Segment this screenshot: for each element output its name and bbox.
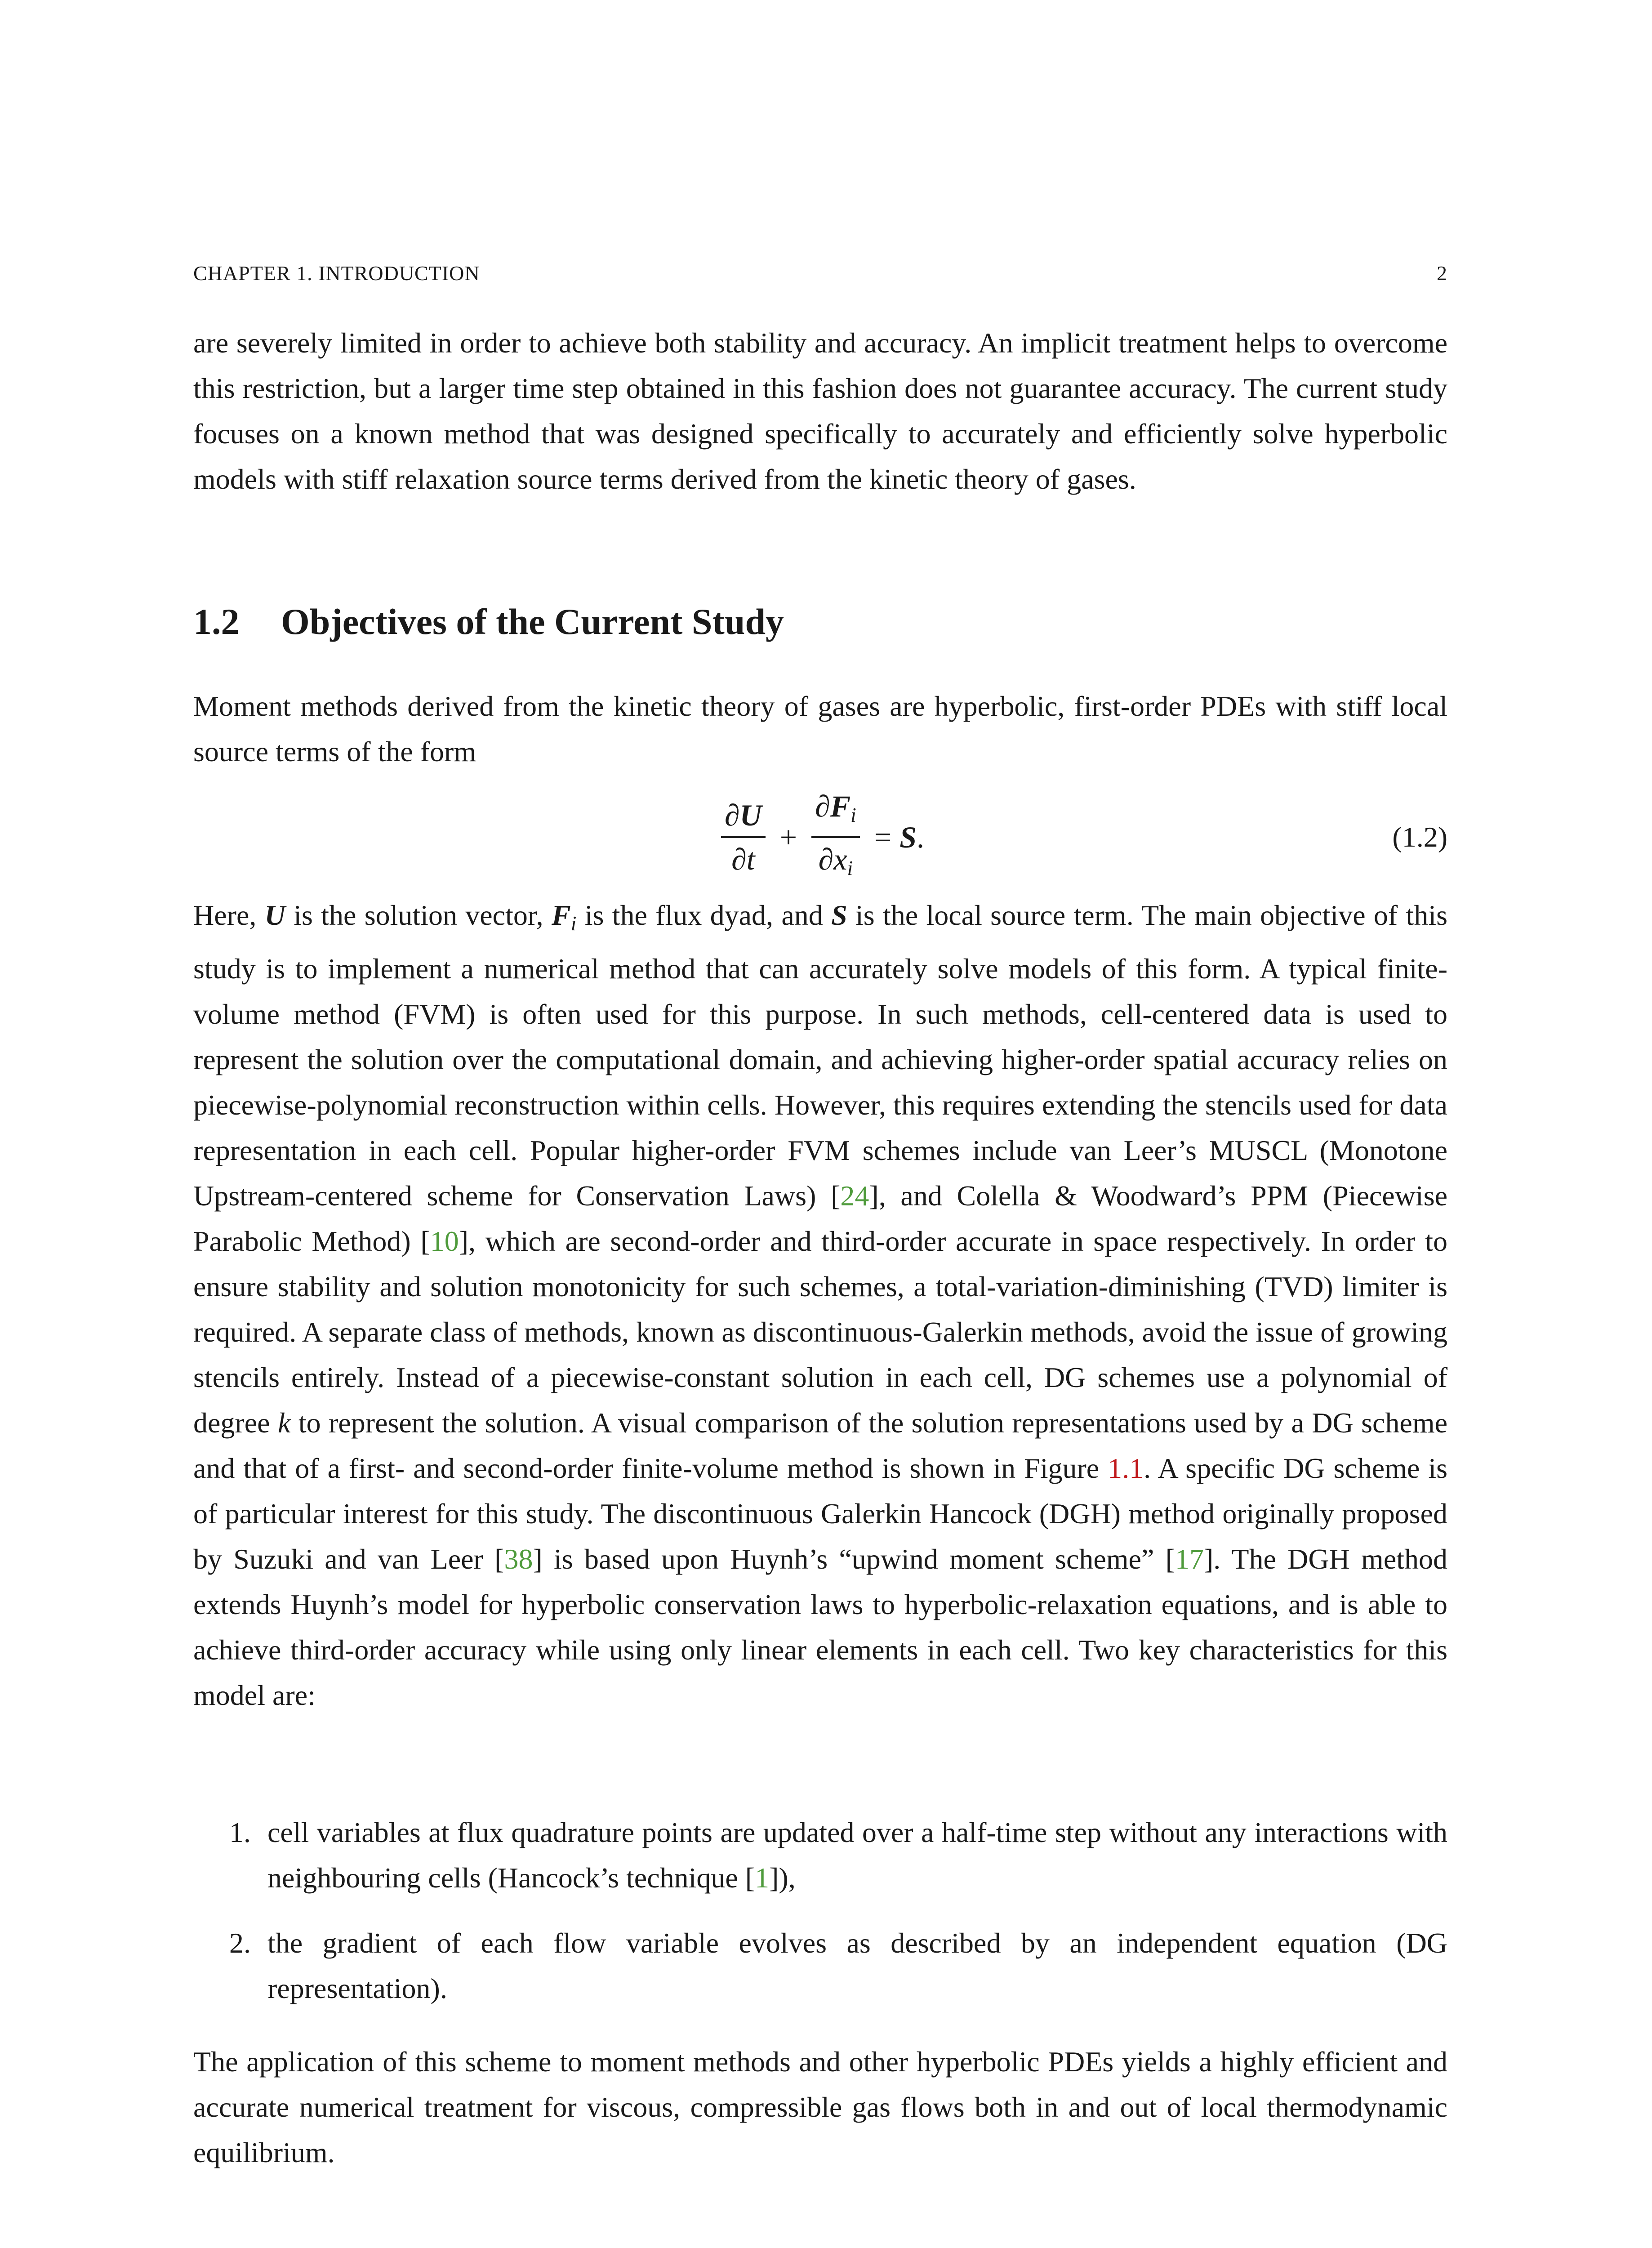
symbol-S: S [831, 899, 847, 931]
citation-link[interactable]: 10 [430, 1225, 459, 1257]
source-symbol: S [899, 820, 917, 854]
paragraph-intro: Moment methods derived from the kinetic theory of gases are hyperbolic, first-order PDEs with stiff local source terms of the form [193, 690, 1447, 767]
equation-1-2 [193, 788, 1447, 887]
plus-sign: + [779, 820, 797, 854]
citation-link[interactable]: 17 [1175, 1543, 1204, 1575]
citation-link[interactable]: 38 [504, 1543, 533, 1575]
list-marker: 2. [229, 1927, 251, 1959]
section-heading [193, 597, 1447, 647]
citation-link[interactable]: 1 [755, 1862, 770, 1894]
chapter-heading: CHAPTER 1. INTRODUCTION [193, 262, 480, 285]
equation-period: . [917, 820, 925, 854]
symbol-subscript-i: i [570, 912, 577, 935]
figure-reference-link[interactable]: 1.1 [1108, 1452, 1144, 1484]
symbol-k: k [277, 1407, 291, 1439]
citation-link[interactable]: 24 [840, 1180, 869, 1212]
characteristics-list [193, 1810, 1447, 2031]
list-item: 1. cell variables at flux quadrature points are updated over a half-time step without any interactions with neighbouring cells (Hancock’s technique [1]), [193, 1810, 1447, 1900]
paragraph-conclusion: The application of this scheme to moment methods and other hyperbolic PDEs yields a highly efficient and accurate numerical treatment for viscous, compressible gas flows both in and out of local thermodynamic equilibrium. [193, 2046, 1447, 2168]
symbol-U: U [264, 899, 285, 931]
fraction-dF-dx [811, 788, 860, 887]
paragraph-main: Here, U is the solution vector, $F_i$ is the flux dyad, and S is the local source term. The main objective of this study is to implement a numerical method that can accurately solve models of this form. A typical finite-volume method (FVM) is often used for this purpose. In such methods, cell-centered data is used to represent the solution over the computational domain, and achieving higher-order spatial accuracy relies on piecewise-polynomial reconstruction within cells. However, this requires extending the stencils used for data representation in each cell. Popular higher-order FVM schemes include van Leer’s MUSCL (Monotone Upstream-centered scheme for Conservation Laws) [24], and Colella & Woodward’s PPM (Piecewise Parabolic Method) [10], which are second-order and third-order accurate in space respectively. In order to ensure stability and solution monotonicity for such schemes, a total-variation-diminishing (TVD) limiter is required. A separate class of methods, known as discontinuous-Galerkin methods, avoid the issue of growing stencils entirely. Instead of a piecewise-constant solution in each cell, DG schemes use a polynomial of degree k to represent the solution. A visual comparison of the solution representations used by a DG scheme and that of a first- and second-order finite-volume method is shown in Figure 1.1. A specific DG scheme is of particular interest for this study. The discontinuous Galerkin Hancock (DGH) method originally proposed by Suzuki and van Leer [38] is based upon Huynh’s “upwind moment scheme” [17]. The DGH method extends Huynh’s model for hyperbolic conservation laws to hyperbolic-relaxation equations, and is able to achieve third-order accuracy while using only linear elements in each cell. Two key characteristics for this model are: [193, 899, 1448, 1711]
fraction-numerator: $\partial F_i$ [811, 788, 860, 838]
list-item: 2. the gradient of each flow variable evolves as described by an independent equation (DG representation). [193, 1920, 1447, 2011]
list-marker: 1. [229, 1816, 251, 1848]
section-number: 1.2 [193, 601, 240, 642]
paragraph-continuation: are severely limited in order to achieve both stability and accuracy. An implicit treatment helps to overcome this restriction, but a larger time step obtained in this fashion does not guarantee accuracy. The current study focuses on a known method that was designed specifically to accurately and efficiently solve hyperbolic models with stiff relaxation source terms derived from the kinetic theory of gases. [193, 327, 1447, 495]
symbol-F: F [551, 899, 571, 931]
fraction-denominator: ∂t [731, 842, 755, 876]
fraction-numerator: ∂U [721, 797, 766, 838]
page-number: 2 [1437, 262, 1447, 285]
fraction-dU-dt [721, 797, 766, 878]
equation-number: (1.2) [1392, 821, 1447, 853]
equals-sign: = [874, 820, 892, 854]
equation-body [715, 788, 924, 887]
fraction-denominator: $\partial x_i$ [818, 842, 853, 879]
section-title: Objectives of the Current Study [281, 601, 784, 642]
